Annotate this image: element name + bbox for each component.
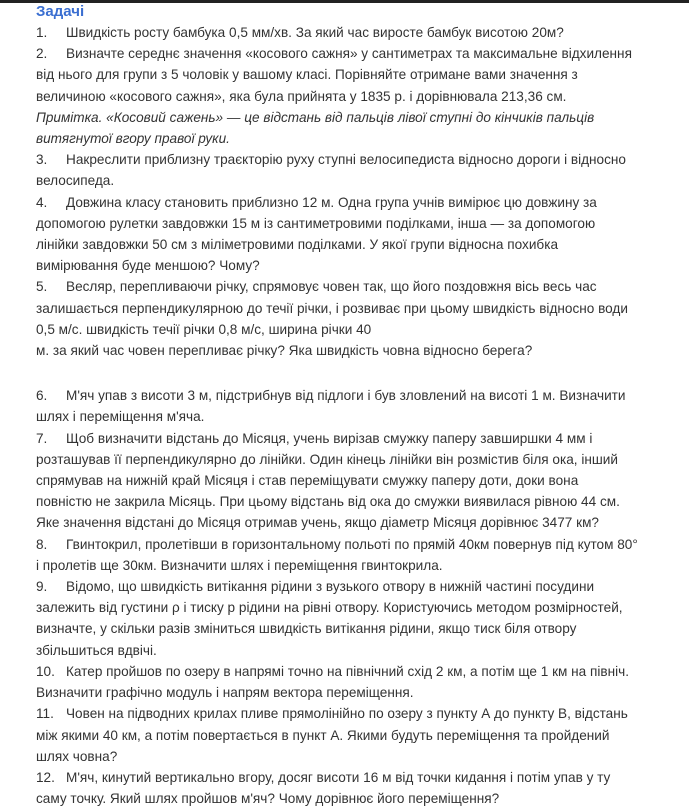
task-number: 3.	[36, 152, 48, 168]
task-number: 11.	[36, 706, 54, 722]
task-item	[36, 149, 676, 191]
task-item	[36, 767, 676, 809]
task-line	[36, 340, 676, 361]
task-text: Гвинтокрил, пролетівши в горизонтальному польоті по прямій 40км повернув під кутом 80°	[66, 536, 638, 552]
task-text: М'яч упав з висоти 3 м, підстрибнув від підлоги і був зловлений на висоті 1 м. Визначити	[66, 388, 626, 404]
task-text: лінійки завдовжки 50 см з міліметровими поділками. У якої групи відносна похибка	[36, 237, 559, 253]
task-text: Яке значення відстані до Місяця отримав учень, якщо діаметр Місяця дорівнює 3477 км?	[36, 515, 599, 531]
task-line	[36, 234, 676, 255]
task-item	[36, 192, 676, 277]
task-item	[36, 428, 676, 534]
task-number: 9.	[36, 579, 48, 595]
task-note	[36, 107, 676, 149]
task-text: розташував її перпендикулярно до лінійки. Один кінець лінійки він розмістив біля ока, інший	[36, 451, 618, 467]
task-text: Човен на підводних крилах пливе прямолінійно по озеру з пункту А до пункту В, відстань	[66, 706, 628, 722]
task-text: між якими 40 км, а потім повертається в пункт А. Якими будуть переміщення та пройдений	[36, 727, 610, 743]
task-text: Щоб визначити відстань до Місяця, учень вирізав смужку паперу завширшки 4 мм і	[66, 430, 593, 446]
task-text: збільшиться вдвічі.	[36, 642, 157, 658]
task-text: Довжина класу становить приблизно 12 м. Одна група учнів вимірює цю довжину за	[66, 194, 597, 210]
task-text: велосипеда.	[36, 173, 115, 189]
task-text: Катер пройшов по озеру в напрямі точно на північний схід 2 км, а потім ще 1 км на північ.	[66, 663, 629, 679]
task-line	[36, 555, 676, 576]
task-line	[36, 43, 676, 64]
task-text: від нього для групи з 5 чоловік у вашому класі. Порівняйте отримане вами значення з	[36, 67, 578, 83]
task-number: 6.	[36, 388, 48, 404]
task-number: 1.	[36, 25, 48, 40]
task-item	[36, 276, 676, 361]
task-text: М'яч, кинутий вертикально вгору, досяг висоти 16 м від точки кидання і потім упав у ту	[66, 769, 611, 785]
task-text: Швидкість росту бамбука 0,5 мм/хв. За який час виросте бамбук висотою 20м?	[66, 25, 564, 40]
task-text: Весляр, перепливаючи річку, спрямовує човен так, що його поздовжня вісь весь час	[66, 279, 597, 295]
task-text: повністю не закрила Місяць. При цьому відстань від ока до смужки виявилася рівною 44 см.	[36, 494, 620, 510]
task-text: вимірювання буде меншою? Чому?	[36, 258, 260, 274]
task-line	[36, 703, 676, 724]
task-item	[36, 385, 676, 427]
task-line	[36, 449, 676, 470]
task-text: шлях і переміщення м'яча.	[36, 409, 205, 425]
task-line	[36, 276, 676, 297]
task-item	[36, 43, 676, 149]
task-line	[36, 319, 676, 340]
task-number: 8.	[36, 536, 48, 552]
task-text: шлях човна?	[36, 748, 118, 764]
task-line	[36, 618, 676, 639]
task-number: 7.	[36, 430, 48, 446]
task-line	[36, 22, 676, 43]
task-line	[36, 170, 676, 191]
task-number: 4.	[36, 194, 48, 210]
task-item	[36, 22, 676, 43]
task-line	[36, 725, 676, 746]
task-line	[36, 661, 676, 682]
task-text: залишається перпендикулярною до течії річки, і розвиває при цьому швидкість відносно води	[36, 300, 628, 316]
task-text: і пролетів ще 30км. Визначити шлях і переміщення гвинтокрила.	[36, 557, 443, 573]
task-line	[36, 491, 676, 512]
task-line	[36, 86, 676, 107]
task-text: залежить від густини ρ і тиску p рідини на рівні отвору. Користуючись методом розмірностей,	[36, 600, 623, 616]
task-line	[36, 213, 676, 234]
task-line	[36, 512, 676, 533]
task-text: величиною «косового сажня», яка була прийнята у 1835 р. і дорівнювала 213,36 см.	[36, 88, 567, 104]
note-line: витягнутої вгору правої руки.	[36, 131, 230, 147]
task-line	[36, 192, 676, 213]
task-line	[36, 576, 676, 597]
task-text: спрямував на нижній край Місяця і став переміщувати смужку паперу доти, доки вона	[36, 473, 579, 489]
task-text: Відомо, що швидкість витікання рідини з вузького отвору в нижній частині посудини	[66, 579, 595, 595]
task-line	[36, 64, 676, 85]
task-text: м. за який час човен перепливає річку? Яка швидкість човна відносно берега?	[36, 343, 533, 359]
task-line	[36, 767, 676, 788]
blank-gap	[36, 361, 676, 385]
task-line	[36, 640, 676, 661]
task-text: Визначте середнє значення «косового сажня» у сантиметрах та максимальне відхилення	[66, 46, 632, 62]
task-item	[36, 703, 676, 767]
task-line	[36, 788, 676, 809]
task-line	[36, 385, 676, 406]
task-line	[36, 746, 676, 767]
task-line	[36, 428, 676, 449]
task-number: 5.	[36, 279, 48, 295]
task-text: визначте, у скільки разів зміниться швидкість витікання рідини, якщо тиск біля отвору	[36, 621, 577, 637]
task-text: допомогою рулетки завдовжки 15 м із сантиметровими поділками, інша — за допомогою	[36, 215, 596, 231]
task-number: 12.	[36, 769, 55, 785]
task-list	[36, 22, 676, 809]
task-line	[36, 149, 676, 170]
task-number: 2.	[36, 46, 48, 62]
task-text: 0,5 м/с. швидкість течії річки 0,8 м/с, ширина річки 40	[36, 321, 372, 337]
task-line	[36, 682, 676, 703]
task-number: 10.	[36, 663, 55, 679]
task-text: Накреслити приблизну траєкторію руху ступні велосипедиста відносно дороги і відносно	[66, 152, 626, 168]
task-line	[36, 534, 676, 555]
tasks-section	[36, 2, 676, 809]
task-line	[36, 406, 676, 427]
note-line: Примітка. «Косовий сажень» — це відстань від пальців лівої ступні до кінчиків пальців	[36, 109, 595, 125]
task-item	[36, 661, 676, 703]
task-line	[36, 298, 676, 319]
task-item	[36, 534, 676, 576]
task-text: саму точку. Який шлях пройшов м'яч? Чому дорівнює його переміщення?	[36, 791, 500, 807]
task-line	[36, 255, 676, 276]
section-title: Задачі	[36, 3, 85, 20]
task-line	[36, 597, 676, 618]
task-item	[36, 576, 676, 661]
task-line	[36, 470, 676, 491]
task-text: Визначити графічно модуль і напрям вектора переміщення.	[36, 685, 414, 701]
